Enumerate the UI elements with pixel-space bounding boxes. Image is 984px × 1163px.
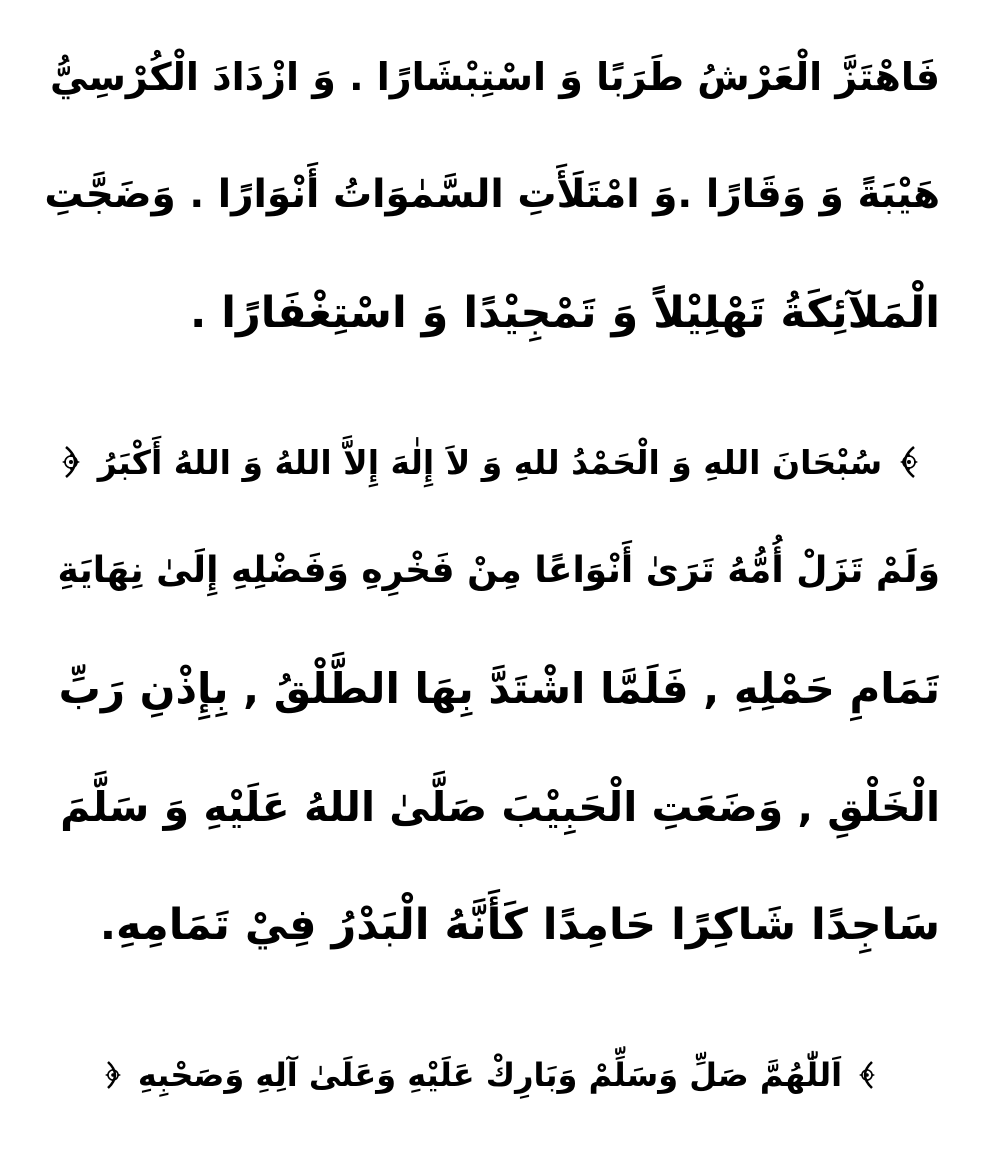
paragraph-2-line: تَمَامِ حَمْلِهِ , فَلَمَّا اشْتَدَّ بِهَا الطَّلْقُ , بِإِذْنِ رَبِّ <box>58 664 940 713</box>
paragraph-2-line: الْخَلْقِ , وَضَعَتِ الْحَبِيْبَ صَلَّىٰ اللهُ عَلَيْهِ وَ سَلَّمَ <box>60 783 940 831</box>
star-medallion-icon <box>892 445 922 479</box>
floral-medallion-icon <box>852 1060 880 1090</box>
paragraph-2-line: وَلَمْ تَزَلْ أُمُّهُ تَرَىٰ أَنْوَاعًا مِنْ فَخْرِهِ وَفَضْلِهِ إِلَىٰ نِهَايَةِ <box>57 550 940 591</box>
floral-medallion-icon <box>100 1060 128 1090</box>
paragraph-1 <box>40 18 940 372</box>
paragraph-1-line: الْمَلآئِكَةُ تَهْلِيْلاً وَ تَمْجِيْدًا وَ اسْتِغْفَارًا . <box>189 288 940 338</box>
star-medallion-icon <box>58 445 88 479</box>
salawat-text: اَللّٰهُمَّ صَلِّ وَسَلِّمْ وَبَارِكْ عَلَيْهِ وَعَلَىٰ آلِهِ وَصَحْبِهِ <box>137 1056 843 1094</box>
dhikr-line <box>40 412 940 512</box>
paragraph-2-line: سَاجِدًا شَاكِرًا حَامِدًا كَأَنَّهُ الْبَدْرُ فِيْ تَمَامِهِ. <box>99 900 940 950</box>
dhikr-text: سُبْحَانَ اللهِ وَ الْحَمْدُ للهِ وَ لاَ إِلٰهَ إِلاَّ اللهُ وَ اللهُ أَكْبَرُ <box>97 442 883 482</box>
salawat-line <box>40 1035 940 1115</box>
paragraph-1-line: هَيْبَةً وَ وَقَارًا .وَ امْتَلَأَتِ السَّمٰوَاتُ أَنْوَارًا . وَضَجَّتِ <box>44 172 940 217</box>
paragraph-1-line: فَاهْتَزَّ الْعَرْشُ طَرَبًا وَ اسْتِبْشَارًا . وَ ازْدَادَ الْكُرْسِيُّ <box>50 55 940 99</box>
paragraph-2 <box>40 512 940 984</box>
